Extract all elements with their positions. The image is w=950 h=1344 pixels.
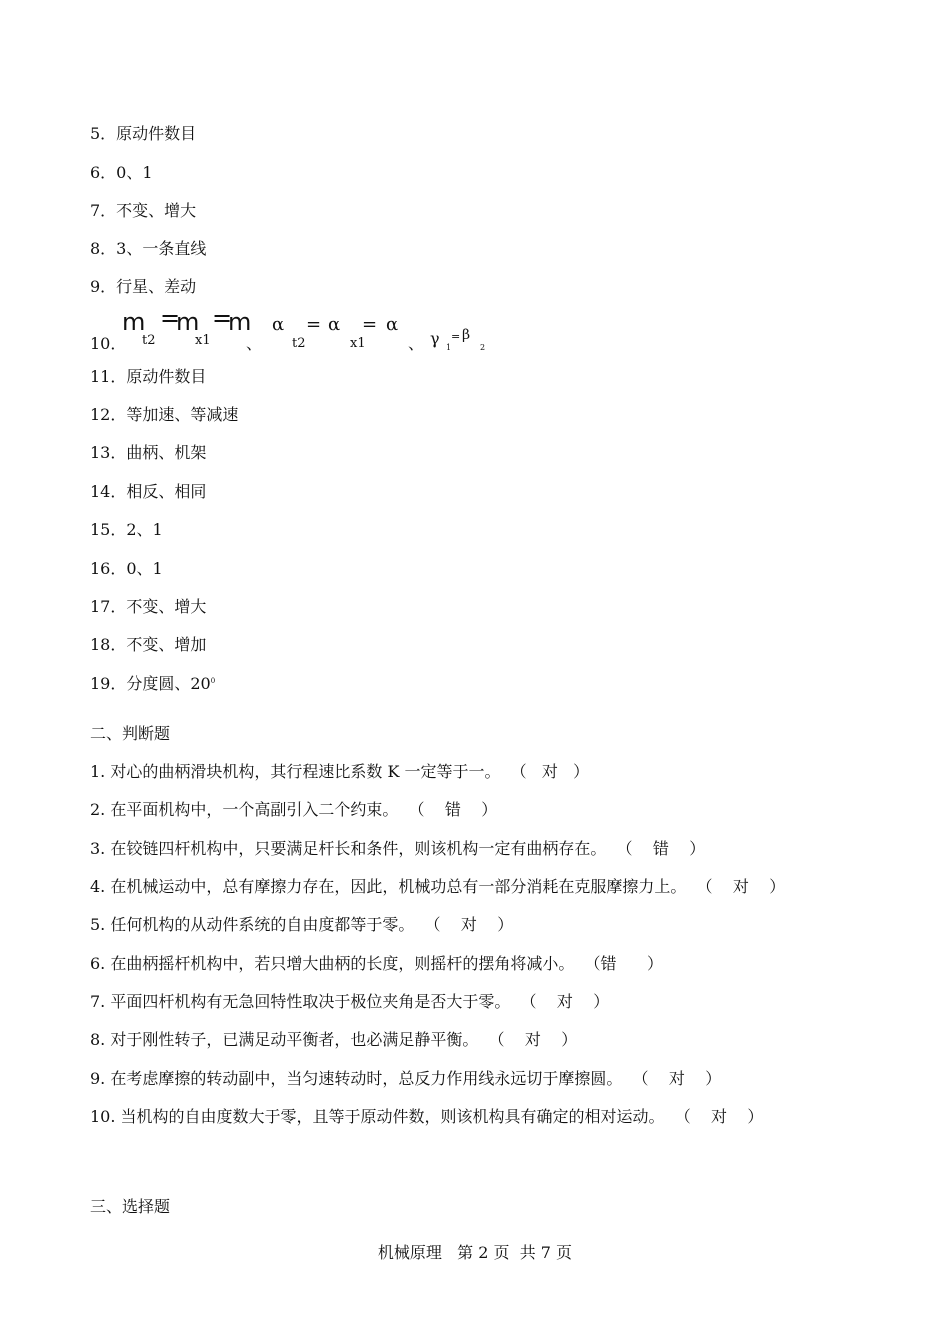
answer-9: 9．行星、差动 — [90, 277, 197, 296]
formula-m-3: m — [228, 308, 252, 336]
judgment-9: 9. 在考虑摩擦的转动副中，当匀速转动时，总反力作用线永远切于摩擦圆。 （ 对 ） — [90, 1069, 722, 1088]
formula-subscript-2: 2 — [480, 343, 486, 352]
answer-13: 13．曲柄、机架 — [90, 443, 207, 462]
answer-19-degree: 0 — [210, 677, 216, 685]
answer-16: 16．0、1 — [90, 559, 163, 578]
formula-alpha-1: α — [272, 314, 285, 335]
judgment-1: 1. 对心的曲柄滑块机构，其行程速比系数 K 一定等于一。 （ 对 ） — [90, 762, 590, 781]
judgment-7: 7. 平面四杆机构有无急回特性取决于极位夹角是否大于零。 （ 对 ） — [90, 992, 610, 1011]
judgment-3: 3. 在铰链四杆机构中，只要满足杆长和条件，则该机构一定有曲柄存在。 （ 错 ） — [90, 839, 706, 858]
section-3-title: 三、选择题 — [90, 1197, 171, 1216]
formula-number: 10． — [90, 334, 127, 353]
formula-m-2: m — [176, 308, 200, 336]
answer-17: 17．不变、增大 — [90, 597, 207, 616]
formula-subscript-x1-b: x1 — [350, 336, 366, 351]
formula-equals-5: = — [451, 330, 461, 343]
formula-separator-1: 、 — [246, 334, 263, 353]
formula-subscript-x1: x1 — [195, 333, 211, 348]
formula-subscript-t2: t2 — [142, 333, 156, 348]
formula-equals-3: = — [306, 314, 322, 335]
formula-alpha-2: α — [328, 314, 341, 335]
formula-gamma: γ — [430, 329, 440, 348]
formula-m-1: m — [122, 308, 146, 336]
judgment-5: 5. 任何机构的从动件系统的自由度都等于零。 （ 对 ） — [90, 915, 514, 934]
section-2-title: 二、判断题 — [90, 724, 171, 743]
answer-18: 18．不变、增加 — [90, 635, 207, 654]
answer-10-formula — [90, 305, 610, 357]
answer-6: 6．0、1 — [90, 163, 153, 182]
formula-beta: β — [462, 327, 471, 343]
judgment-10: 10. 当机构的自由度数大于零，且等于原动件数，则该机构具有确定的相对运动。 （ 对 ） — [90, 1107, 764, 1126]
judgment-4: 4. 在机械运动中，总有摩擦力存在，因此，机械功总有一部分消耗在克服摩擦力上。 （ 对 ） — [90, 877, 786, 896]
answer-19-text: 19．分度圆、20 — [90, 674, 211, 693]
answer-12: 12．等加速、等减速 — [90, 405, 239, 424]
answer-8: 8．3、一条直线 — [90, 239, 207, 258]
judgment-6: 6. 在曲柄摇杆机构中，若只增大曲柄的长度，则摇杆的摆角将减小。 （错 ） — [90, 954, 664, 973]
formula-equals-1: = — [160, 304, 181, 332]
judgment-8: 8. 对于刚性转子，已满足动平衡者，也必满足静平衡。 （ 对 ） — [90, 1030, 578, 1049]
formula-equals-2: = — [212, 304, 233, 332]
page-footer: 机械原理 第 2 页 共 7 页 — [377, 1243, 573, 1262]
answer-7: 7．不变、增大 — [90, 201, 197, 220]
answer-19 — [90, 674, 215, 697]
formula-subscript-1: 1 — [446, 343, 452, 352]
formula-alpha-3: α — [386, 314, 399, 335]
judgment-2: 2. 在平面机构中，一个高副引入二个约束。 （ 错 ） — [90, 800, 498, 819]
answer-15: 15．2、1 — [90, 520, 163, 539]
formula-subscript-t2-b: t2 — [292, 336, 306, 351]
answer-5: 5．原动件数目 — [90, 124, 197, 143]
answer-14: 14．相反、相同 — [90, 482, 207, 501]
answer-11: 11．原动件数目 — [90, 367, 207, 386]
formula-separator-2: 、 — [408, 334, 425, 353]
formula-equals-4: = — [362, 314, 378, 335]
